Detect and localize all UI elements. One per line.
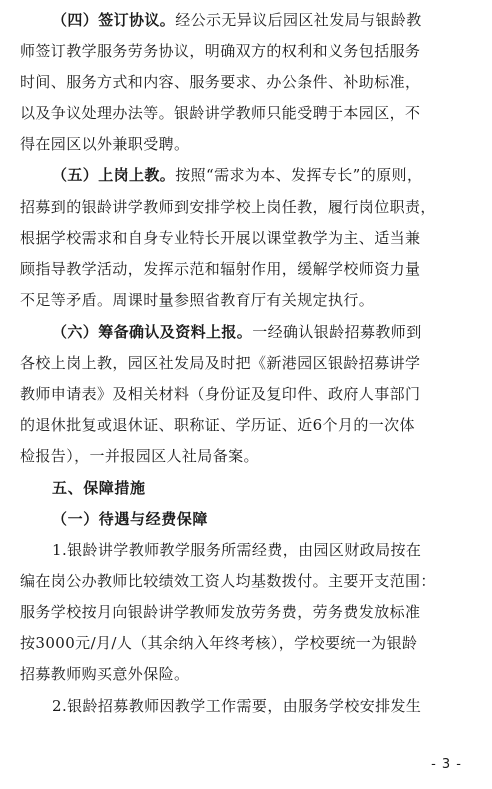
paragraph-line: 的退休批复或退休证、职称证、学历证、近6个月的一次体 [20, 416, 415, 434]
paragraph-label: （六）筹备确认及资料上报。 [52, 323, 253, 341]
paragraph-line: 师签订教学服务劳务协议，明确双方的权利和义务包括服务 [20, 42, 421, 60]
paragraph-line [52, 318, 422, 346]
paragraph-line: 2.银龄招募教师因教学工作需要，由服务学校安排发生 [52, 697, 422, 715]
paragraph-line: 以及争议处理办法等。银龄讲学教师只能受聘于本园区，不 [20, 104, 421, 122]
paragraph-line: 编在岗公办教师比较绩效工资人均基数拨付。主要开支范围： [20, 572, 436, 590]
paragraph-line: 招募教师购买意外保险。 [20, 665, 190, 683]
paragraph-line: 招募到的银龄讲学教师到安排学校上岗任教，履行岗位职责， [20, 198, 436, 216]
paragraph-line: 顾指导教学活动，发挥示范和辐射作用，缓解学校师资力量 [20, 260, 421, 278]
paragraph-label: （五）上岗上教。 [52, 166, 176, 184]
paragraph-line: 1.银龄讲学教师教学服务所需经费，由园区财政局按在 [52, 541, 422, 559]
paragraph-line: 不足等矛盾。周课时量参照省教育厅有关规定执行。 [20, 291, 375, 309]
paragraph-line: 按3000元/月/人（其余纳入年终考核），学校要统一为银龄 [20, 634, 418, 652]
paragraph-line: 时间、服务方式和内容、服务要求、办公条件、补助标准， [20, 73, 421, 91]
paragraph-line: 检报告），一并报园区人社局备案。 [20, 447, 259, 465]
paragraph-line: 根据学校需求和自身专业特长开展以课堂教学为主、适当兼 [20, 229, 421, 247]
paragraph-line [52, 6, 422, 34]
subsection-heading: （一）待遇与经费保障 [52, 510, 209, 528]
paragraph-text: 按照“需求为本、发挥专长”的原则， [175, 166, 423, 184]
page-number: - 3 - [431, 757, 462, 772]
paragraph-text: 一经确认银龄招募教师到 [252, 323, 422, 341]
paragraph-line: 各校上岗上教，园区社发局及时把《新港园区银龄招募讲学 [20, 354, 421, 372]
paragraph-line: 得在园区以外兼职受聘。 [20, 135, 190, 153]
paragraph-line: 教师申请表》及相关材料（身份证及复印件、政府人事部门 [20, 385, 421, 403]
paragraph-line [52, 161, 422, 189]
paragraph-line: 服务学校按月向银龄讲学教师发放劳务费，劳务费发放标准 [20, 603, 421, 621]
section-heading: 五、保障措施 [52, 479, 146, 497]
paragraph-text: 经公示无异议后园区社发局与银龄教 [175, 11, 422, 29]
paragraph-label: （四）签订协议。 [52, 11, 176, 29]
